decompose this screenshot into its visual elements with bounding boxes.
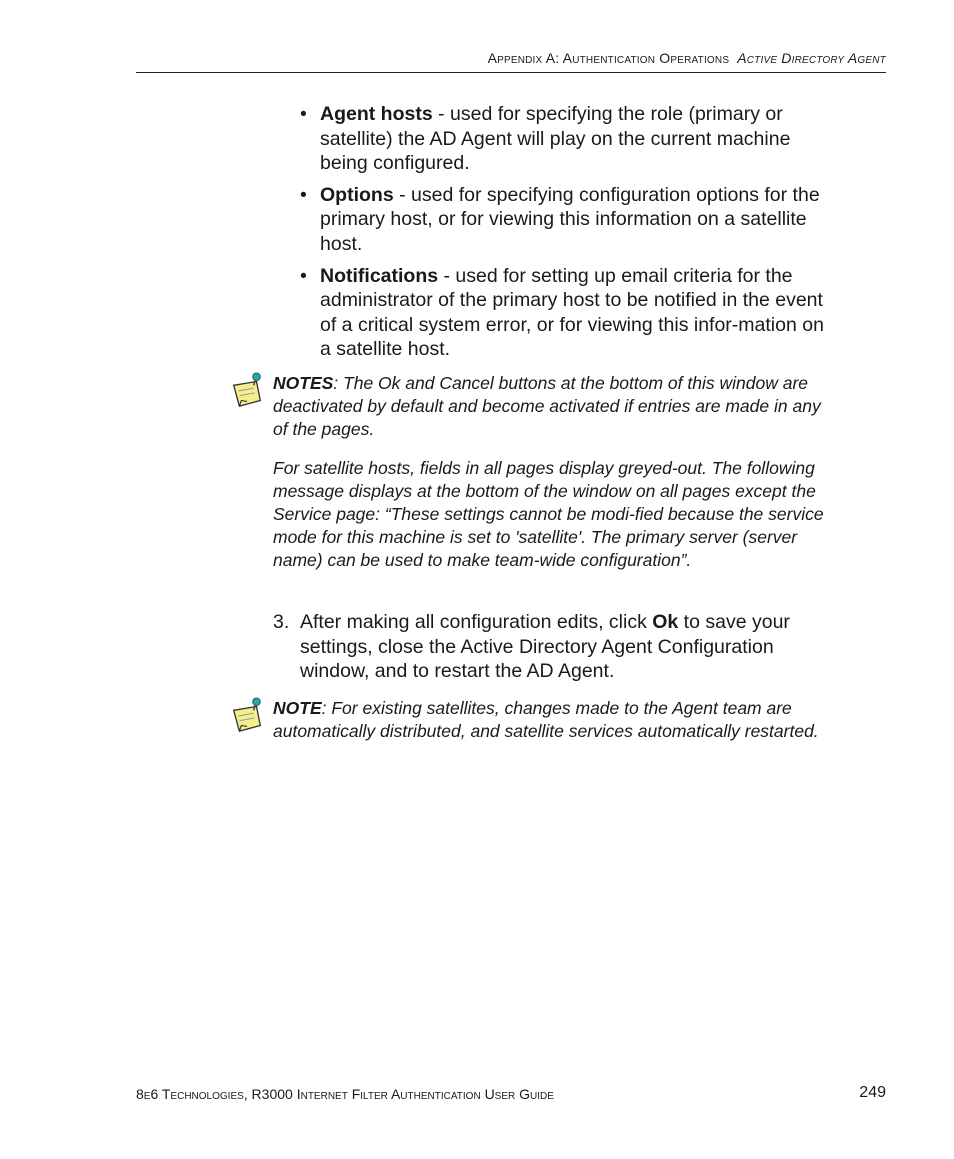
notes-callout: [228, 372, 828, 571]
bullet-text: - used for specifying the role (primary or satellite) the AD Agent will play on the current machine being configured.: [320, 103, 791, 175]
step-number: 3.: [273, 611, 290, 633]
header-subsection: Active Directory Agent: [737, 50, 886, 66]
note-label: NOTE: [273, 698, 322, 718]
bullet-agent-hosts: [300, 102, 825, 176]
note-body: : For existing satellites, changes made to the Agent team are automatically distributed, and satellite services automatically restarted.: [273, 698, 819, 741]
bullet-options: [300, 183, 825, 257]
header-section: Appendix A: Authentication Operations: [487, 50, 730, 66]
bullet-term: Agent hosts: [320, 103, 433, 125]
bullet-text: - used for setting up email criteria for the administrator of the primary host to be notified in the event of a critical system error, or for viewing this infor-mation on a satellite host.: [320, 264, 824, 361]
running-footer: [136, 1086, 886, 1106]
step-text: [300, 610, 823, 684]
footer-title: 8e6 Technologies, R3000 Internet Filter Authentication User Guide: [136, 1086, 554, 1102]
tab-descriptions-list: [300, 102, 825, 369]
step-text-before: After making all configuration edits, click: [300, 611, 653, 633]
notes-body: : The Ok and Cancel buttons at the bottom of this window are deactivated by default and become activated if entries are made in any of the pages.: [273, 373, 821, 439]
ok-term: Ok: [652, 611, 679, 633]
bullet-term: Options: [320, 183, 394, 206]
bullet-notifications: [300, 264, 825, 362]
note-callout: [228, 697, 828, 743]
note-text: [273, 697, 828, 743]
notes-paragraph-1: [273, 372, 828, 440]
pushpin-note-icon: [228, 697, 266, 735]
bullet-text: - used for specifying configuration options for the primary host, or for viewing this information on a satellite host.: [320, 183, 820, 255]
step-3: [273, 610, 823, 684]
notes-text: [273, 372, 828, 571]
notes-label: NOTES: [273, 373, 334, 393]
pushpin-note-icon: [228, 372, 266, 410]
step-text-after: to save your settings, close the Active Directory Agent Configuration window, and to restart the AD Agent.: [300, 611, 790, 683]
page-number: 249: [859, 1084, 886, 1101]
notes-paragraph-2: For satellite hosts, fields in all pages display greyed-out. The following message displays at the bottom of the window on all pages except the Service page: “These settings cannot be modi-fied because the service mode for this machine is set to 'satellite'. The primary server (server name) can be used to make team-wide configuration”.: [273, 458, 824, 570]
header-text: [488, 50, 886, 66]
running-header: [136, 48, 886, 73]
bullet-term: Notifications: [320, 264, 439, 287]
